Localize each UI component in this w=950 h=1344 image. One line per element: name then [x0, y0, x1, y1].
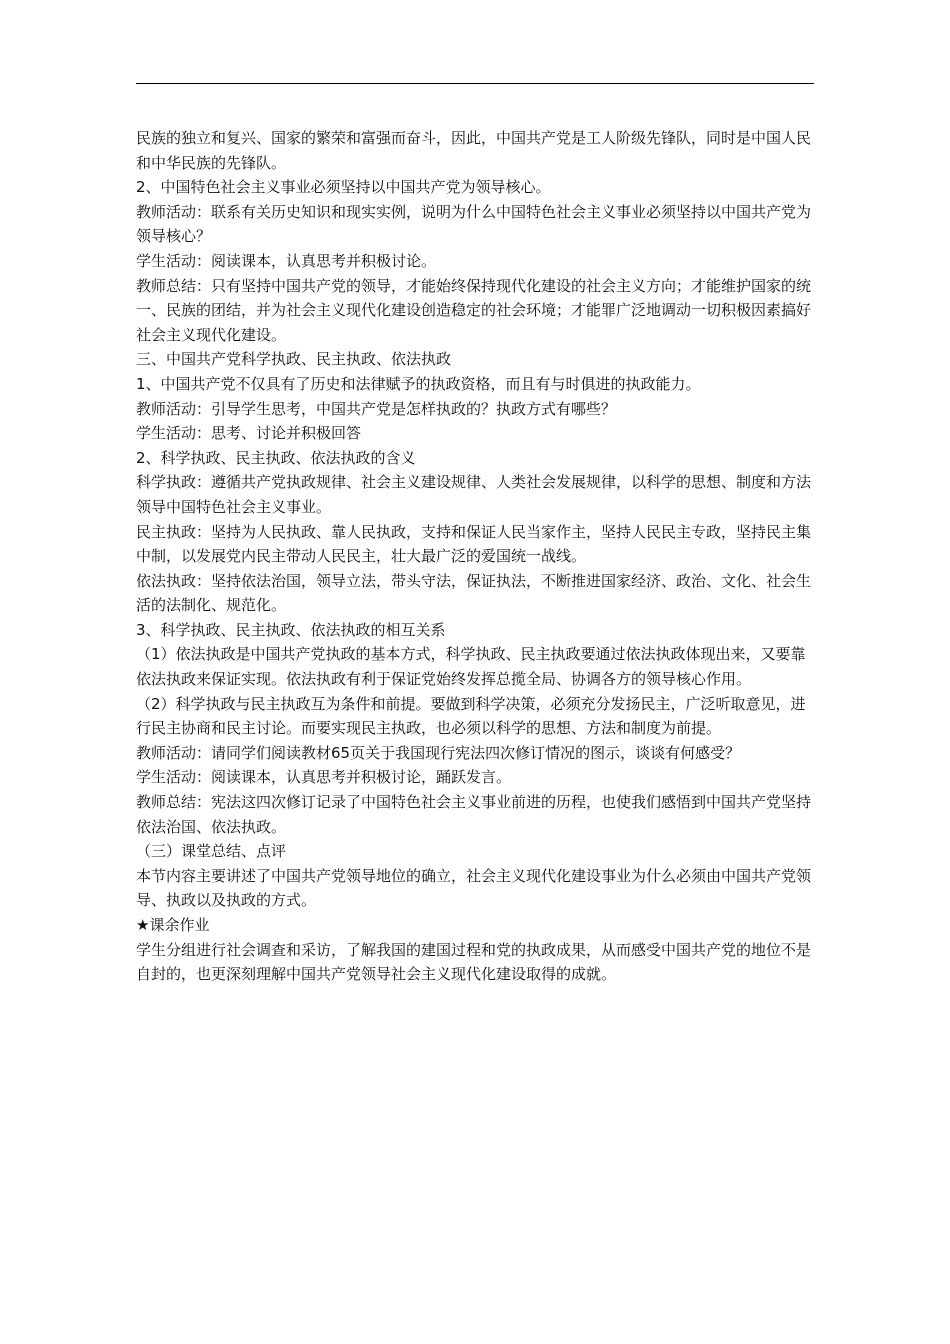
paragraph: 教师活动：联系有关历史知识和现实实例，说明为什么中国特色社会主义事业必须坚持以中国共产党为领导核心？	[136, 202, 812, 246]
section-heading: ★课余作业	[136, 916, 210, 934]
paragraph: 学生活动：阅读课本，认真思考并积极讨论。	[136, 251, 437, 270]
paragraph: 学生活动：阅读课本，认真思考并积极讨论，踊跃发言。	[136, 768, 512, 787]
paragraph: （2）科学执政与民主执政互为条件和前提。要做到科学决策，必须充分发扬民主，广泛听取意见，进行民主协商和民主讨论。而要实现民主执政，也必须以科学的思想、方法和制度为前提。	[136, 694, 806, 738]
paragraph: 学生分组进行社会调查和采访，了解我国的建国过程和党的执政成果，从而感受中国共产党的地位不是自封的，也更深刻理解中国共产党领导社会主义现代化建设取得的成就。	[136, 940, 812, 984]
paragraph: 教师总结：只有坚持中国共产党的领导，才能始终保持现代化建设的社会主义方向；才能维护国家的统一、民族的团结，并为社会主义现代化建设创造稳定的社会环境；才能罪广泛地调动一切积极因素搞好社会主义现代化建设。	[136, 276, 812, 344]
paragraph: 学生活动：思考、讨论并积极回答	[136, 424, 362, 443]
paragraph: 民主执政：坚持为人民执政、靠人民执政，支持和保证人民当家作主，坚持人民民主专政，坚持民主集中制，以发展党内民主带动人民民主，壮大最广泛的爱国统一战线。	[136, 522, 812, 566]
paragraph: 民族的独立和复兴、国家的繁荣和富强而奋斗，因此，中国共产党是工人阶级先锋队，同时是中国人民和中华民族的先锋队。	[136, 129, 812, 172]
section-heading: 三、中国共产党科学执政、民主执政、依法执政	[136, 350, 452, 369]
paragraph: 教师活动：请同学们阅读教材65页关于我国现行宪法四次修订情况的图示，谈谈有何感受？	[136, 743, 741, 762]
subheading: 2、科学执政、民主执政、依法执政的含义	[136, 448, 416, 467]
subheading: 3、科学执政、民主执政、依法执政的相互关系	[136, 620, 446, 639]
paragraph: 2、中国特色社会主义事业必须坚持以中国共产党为领导核心。	[136, 178, 551, 197]
paragraph: 科学执政：遵循共产党执政规律、社会主义建设规律、人类社会发展规律，以科学的思想、制度和方法领导中国特色社会主义事业。	[136, 473, 812, 516]
paragraph: （1）依法执政是中国共产党执政的基本方式，科学执政、民主执政要通过依法执政体现出来，又要靠依法执政来保证实现。依法执政有利于保证党始终发挥总揽全局、协调各方的领导核心作用。	[136, 645, 806, 689]
paragraph: 教师活动：引导学生思考，中国共产党是怎样执政的？执政方式有哪些？	[136, 399, 617, 418]
section-heading: （三）课堂总结、点评	[136, 842, 287, 861]
paragraph: 教师总结：宪法这四次修订记录了中国特色社会主义事业前进的历程，也使我们感悟到中国共产党坚持依法治国、依法执政。	[136, 793, 812, 836]
header-rule	[136, 83, 814, 84]
paragraph: 本节内容主要讲述了中国共产党领导地位的确立，社会主义现代化建设事业为什么必须由中国共产党领导、执政以及执政的方式。	[136, 866, 812, 910]
paragraph: 依法执政：坚持依法治国，领导立法，带头守法，保证执法，不断推进国家经济、政治、文化、社会生活的法制化、规范化。	[136, 571, 812, 615]
paragraph: 1、中国共产党不仅具有了历史和法律赋予的执政资格，而且有与时俱进的执政能力。	[136, 374, 701, 393]
document-body	[136, 126, 818, 987]
